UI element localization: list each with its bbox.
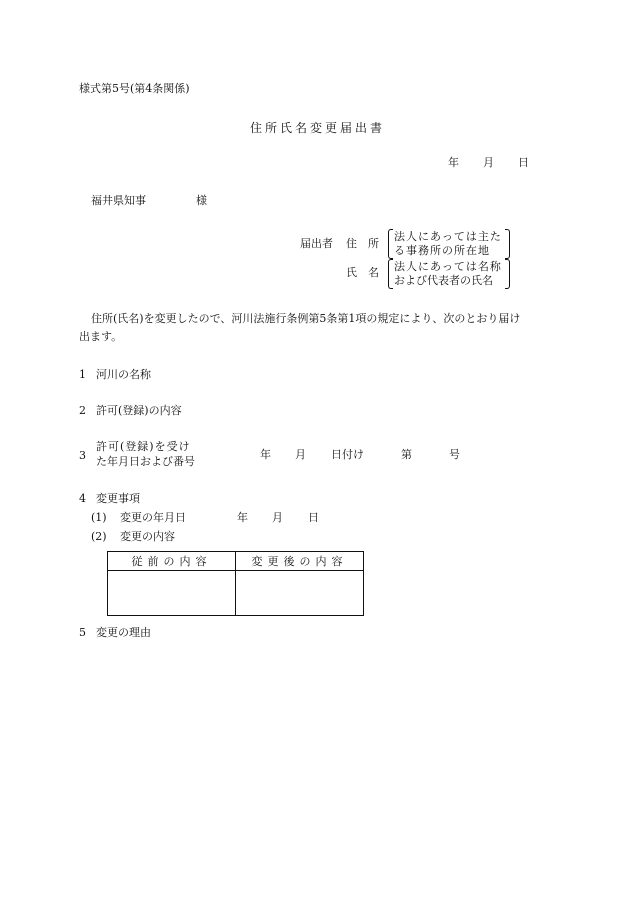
body-text-line-2: 出ます。	[79, 330, 123, 343]
item-4-1-number: (1)	[91, 511, 107, 524]
item-3-month: 月	[295, 448, 306, 461]
item-3-label-line-2: た年月日および番号	[96, 455, 195, 468]
item-4-1-label: 変更の年月日	[120, 511, 186, 524]
item-1-label: 河川の名称	[96, 368, 151, 381]
address-note-line-2: る事務所の所在地	[394, 244, 490, 257]
addressee-name: 福井県知事	[91, 194, 146, 207]
before-content-cell[interactable]	[108, 571, 236, 616]
item-4-2-number: (2)	[91, 530, 107, 543]
header-after-content: 変更後の内容	[236, 552, 364, 571]
address-note-left-bracket	[388, 229, 393, 259]
item-3-go: 号	[449, 448, 460, 461]
name-note-right-bracket	[505, 259, 510, 289]
name-note-line-2: および代表者の氏名	[394, 274, 493, 287]
address-note-right-bracket	[505, 229, 510, 259]
item-3-dai: 第	[401, 448, 412, 461]
item-4-2-label: 変更の内容	[120, 530, 175, 543]
body-text-line-1: 住所(氏名)を変更したので、河川法施行条例第5条第1項の規定により、次のとおり届け	[91, 312, 521, 325]
table-row	[108, 571, 364, 616]
address-label: 住 所	[346, 237, 379, 250]
change-content-table	[107, 551, 364, 616]
date-month: 月	[483, 156, 494, 169]
item-4-1-year: 年	[237, 511, 248, 524]
item-3-year: 年	[260, 448, 271, 461]
item-2-number: 2	[79, 404, 86, 417]
form-number: 様式第5号(第4条関係)	[79, 82, 190, 95]
item-5-label: 変更の理由	[96, 626, 151, 639]
table-header-row	[108, 552, 364, 571]
item-1-number: 1	[79, 368, 86, 381]
item-4-number: 4	[79, 492, 86, 505]
item-4-1-day: 日	[308, 511, 319, 524]
item-3-day: 日付け	[331, 448, 364, 461]
name-note-line-1: 法人にあっては名称	[394, 260, 502, 273]
document-title: 住所氏名変更届出書	[250, 121, 386, 135]
name-label: 氏 名	[346, 266, 379, 279]
item-5-number: 5	[79, 626, 86, 639]
after-content-cell[interactable]	[236, 571, 364, 616]
item-3-number: 3	[79, 449, 86, 462]
date-year: 年	[448, 156, 459, 169]
item-4-1-month: 月	[272, 511, 283, 524]
addressee-honorific: 様	[196, 194, 207, 207]
item-2-label: 許可(登録)の内容	[96, 404, 182, 417]
name-note-left-bracket	[388, 259, 393, 289]
item-3-label-line-1: 許可(登録)を受け	[96, 440, 191, 453]
address-note-line-1: 法人にあっては主た	[394, 230, 502, 243]
applicant-label: 届出者	[300, 237, 333, 250]
date-day: 日	[518, 156, 529, 169]
header-before-content: 従前の内容	[108, 552, 236, 571]
item-4-label: 変更事項	[96, 492, 140, 505]
